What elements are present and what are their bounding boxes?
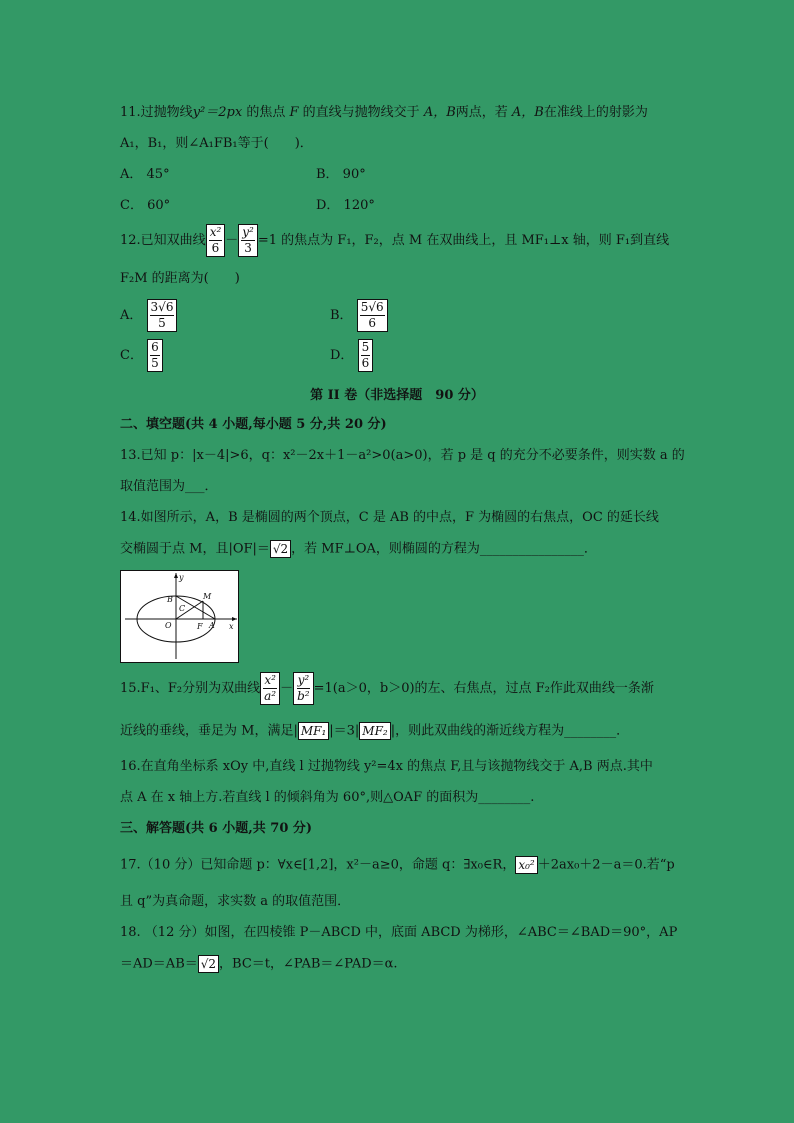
q12-line1: 12.已知双曲线 $\frac{\text{x²}}{6}$ － $\frac{\text{y²}}{3}$ =1 的焦点为 F₁，F₂，点 M 在双曲线上，且 MF₁⊥x 轴，则 F₁到直线	[120, 225, 670, 255]
part-three-title: 三、解答题(共 6 小题,共 70 分)	[120, 821, 313, 836]
q13-line1: 13.已知 p：|x－4|>6，q：x²－2x＋1－a²>0(a>0)，若 p 是 q 的充分不必要条件，则实数 a 的	[120, 448, 685, 463]
q11-option-a: A． 45°	[120, 167, 170, 182]
q14-line1: 14.如图所示，A，B 是椭圆的两个顶点，C 是 AB 的中点，F 为椭圆的右焦点，OC 的延长线	[120, 510, 659, 525]
label-y: y	[179, 573, 184, 582]
q11-option-b: B． 90°	[316, 167, 366, 182]
q12-option-d: D． $\frac{5}{6}$	[330, 337, 373, 375]
q15-line2: 近线的垂线，垂足为 M，满足| MF₁ |＝3| MF₂ |，则此双曲线的渐近线方程为________．	[120, 723, 630, 739]
q11-line2: A₁，B₁，则∠A₁FB₁等于( )．	[120, 136, 313, 151]
q18-line1: 18. （12 分）如图，在四棱锥 P－ABCD 中，底面 ABCD 为梯形，∠ABC＝∠BAD＝90°，AP	[120, 925, 678, 940]
q17-line1: 17.（10 分）已知命题 p：∀x∈[1,2]，x²－a≥0，命题 q：∃x₀∈R， x₀² ＋2ax₀＋2－a＝0.若“p	[120, 857, 675, 873]
q13-line2: 取值范围为___．	[120, 479, 218, 494]
label-c: C	[179, 604, 186, 613]
label-f: F	[197, 622, 203, 631]
q11-option-d: D． 120°	[316, 198, 375, 213]
q12-line2: F₂M 的距离为( )	[120, 271, 240, 286]
label-m: M	[203, 592, 212, 601]
part-two-title: 二、填空题(共 4 小题,每小题 5 分,共 20 分)	[120, 417, 387, 432]
q11-line1: 11.过抛物线y²＝2px 的焦点 F 的直线与抛物线交于 A，B两点，若 A，B在准线上的射影为	[120, 105, 648, 120]
ellipse-figure	[120, 570, 239, 663]
ellipse-diagram	[121, 571, 238, 662]
vector-mf1: MF₁	[298, 722, 329, 740]
label-a: A	[209, 621, 215, 630]
q14-line2: 交椭圆于点 M，且|OF|＝ √2 ，若 MF⊥OA，则椭圆的方程为________________．	[120, 541, 597, 557]
fraction-y2-3: $\frac{\text{y²}}{3}$	[238, 224, 258, 257]
q17-line2: 且 q”为真命题，求实数 a 的取值范围．	[120, 894, 351, 909]
fraction-x2-6: $\frac{\text{x²}}{6}$	[206, 224, 226, 257]
q11-option-c: C． 60°	[120, 198, 171, 213]
label-x: x	[229, 622, 234, 631]
x0-squared-box: x₀²	[515, 856, 537, 874]
label-b: B	[167, 595, 173, 604]
q12-option-b: B． $\frac{5√6}{6}$	[330, 296, 388, 336]
q16-line1: 16.在直角坐标系 xOy 中,直线 l 过抛物线 y²=4x 的焦点 F,且与该抛物线交于 A,B 两点.其中	[120, 759, 653, 774]
q12-option-c: C． $\frac{6}{5}$	[120, 337, 163, 375]
q12-option-a: A． $\frac{3√6}{5}$	[120, 296, 177, 336]
label-o: O	[165, 621, 172, 630]
vector-mf2: MF₂	[359, 722, 390, 740]
q16-line2: 点 A 在 x 轴上方.若直线 l 的倾斜角为 60°,则△OAF 的面积为________.	[120, 790, 535, 805]
q18-line2: ＝AD＝AB＝ √2 ，BC＝t，∠PAB＝∠PAD＝α.	[120, 956, 398, 972]
section-ii-title: 第 II 卷（非选择题 90 分）	[310, 388, 484, 403]
q15-line1: 15.F₁、F₂分别为双曲线 $\frac{\text{x²}}{\text{a²}}$ － $\frac{\text{y²}}{\text{b²}}$ =1(a＞0，b＞0)的左、右焦点，过点 F₂作此双曲线一条渐	[120, 673, 654, 703]
